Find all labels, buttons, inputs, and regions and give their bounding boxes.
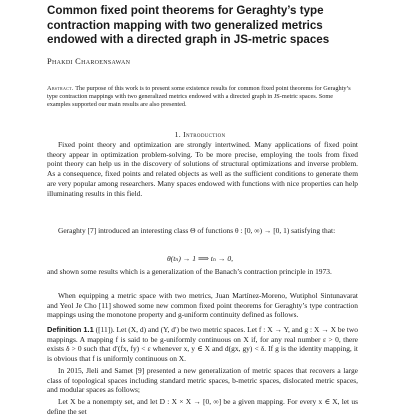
abstract-label: Abstract.	[47, 85, 74, 92]
abstract	[47, 85, 355, 109]
equation: θ(tₙ) → 1 ⟹ tₙ → 0,	[166, 254, 234, 263]
paragraph-1: Fixed point theory and optimization are strongly intertwined. Many applications of fixed point theory appear in optimization problem-solving. To be more precise, employing the tools from fixed point theory can help us in the discovery of solutions of structural optimizations and inverse problem. As a consequence, fixed points and related objects as well as the sufficient conditions to generate them are very popular among researchers. Many spaces endowed with functions with nice properties can help illuminating results in this field.	[47, 140, 358, 198]
definition-label: Definition 1.1	[47, 325, 94, 334]
paragraph-3: and shown some results which is a generalization of the Banach’s contraction principle in 1973.	[47, 267, 332, 276]
author-name: Phakdi Charoensawan	[47, 57, 131, 66]
section-heading: 1. Introduction	[174, 130, 226, 139]
paper-title: Common fixed point theorems for Geraghty’s type contraction mapping with two generalized metrics endowed with a directed graph in JS-metric spaces	[47, 4, 330, 46]
paragraph-5: In 2015, Jleli and Samet [9] presented a new generalization of metric spaces that recovers a large class of topological spaces including standard metric spaces, b-metric spaces, dislocated metric spaces, and modular spaces as follows;	[47, 366, 358, 395]
paragraph-2: Geraghty [7] introduced an interesting class Θ of functions θ : [0, ∞) → [0, 1) satisfying that:	[58, 226, 336, 235]
abstract-text: The purpose of this work is to present some existence results for common fixed point theorems for Geraghty’s type contraction mappings with two generalized metrics endowed with a directed graph in JS-metric spaces. Some examples supported our main results are also presented.	[47, 85, 351, 109]
definition-text: ([11]). Let (X, d) and (Y, d′) be two metric spaces. Let f : X → Y, and g : X → X be two mappings. A mapping f is said to be g-uniformly continuous on X if, for any real number ε > 0, there exists δ > 0 such that d′(fx, fy) < ε whenever x, y ∈ X and d(gx, gy) < δ. If g is the identity mapping, it is obvious that f is uniformly continuous on X.	[47, 325, 358, 364]
paragraph-4: When equipping a metric space with two metrics, Juan Martínez-Moreno, Wutiphol Sintunavarat and Yeol Je Cho [11] showed some new common fixed point theorems for Geraghty’s type contraction mappings using the monotone property and g-uniform continuity defined as follows.	[47, 291, 358, 320]
paragraph-6: Let X be a nonempty set, and let D : X × X → [0, ∞] be a given mapping. For every x ∈ X, let us define the set	[47, 397, 358, 416]
definition	[47, 325, 358, 364]
